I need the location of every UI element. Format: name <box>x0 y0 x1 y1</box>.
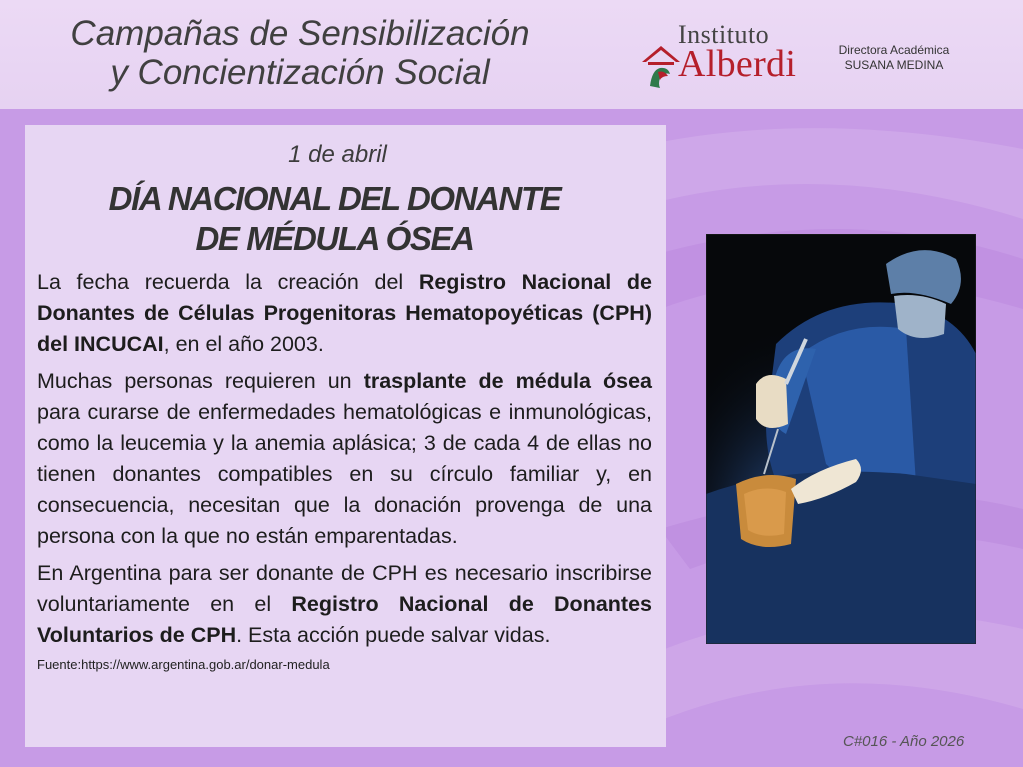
p2-text-c: para curarse de enfermedades hematológicas e inmunológicas, como la leucemia y la anemia aplásica; 3 de cada 4 de ellas no tienen donantes compatibles en su círculo familiar y, en consecuencia, necesitan que la donación provenga de una persona con la que no están emparentadas. <box>37 400 652 548</box>
p1-bold-registry: Registro Nacional de Donantes de Células Progenitoras Hematopoyéticas (CPH) del INCUCAI <box>37 270 652 356</box>
event-date: 1 de abril <box>288 141 387 168</box>
logo-word-instituto: Instituto <box>678 20 770 49</box>
article-panel <box>25 125 666 747</box>
paragraph-2 <box>37 366 652 552</box>
campaign-code: C#016 - Año 2026 <box>843 733 965 750</box>
p3-text-c: . Esta acción puede salvar vidas. <box>236 623 551 647</box>
paragraph-3 <box>37 558 652 651</box>
source-link[interactable]: Fuente:https://www.argentina.gob.ar/donar-medula <box>37 657 330 672</box>
p1-text-c: , en el año 2003. <box>163 332 324 356</box>
p2-bold-transplant: trasplante de médula ósea <box>363 369 652 393</box>
director-role: Directora Académica <box>838 43 950 57</box>
p1-text-a: La fecha recuerda la creación del <box>37 270 419 294</box>
logo-word-alberdi: Alberdi <box>678 43 797 85</box>
p2-text-a: Muchas personas requieren un <box>37 369 364 393</box>
surgeon-photo <box>706 234 976 644</box>
article-title-line2: DE MÉDULA ÓSEA <box>195 220 474 257</box>
paragraph-1 <box>37 267 652 360</box>
director-name: SUSANA MEDINA <box>844 58 944 72</box>
article-title <box>17 179 652 259</box>
director-credit <box>818 43 970 73</box>
surgeon-illustration <box>706 234 976 644</box>
logo-house-icon <box>640 40 682 90</box>
p3-text-a: En Argentina para ser donante de CPH es necesario inscribirse voluntariamente en el <box>37 561 652 616</box>
header-banner <box>0 0 1023 109</box>
p3-bold-registry: Registro Nacional de Donantes Voluntarios de CPH <box>37 592 652 647</box>
campaign-title-line1: Campañas de Sensibilización <box>70 14 530 53</box>
campaign-title-line2: y Concientización Social <box>110 53 490 92</box>
campaign-title <box>40 14 560 92</box>
instituto-alberdi-logo <box>640 20 815 95</box>
article-title-line1: DÍA NACIONAL DEL DONANTE <box>108 180 561 217</box>
